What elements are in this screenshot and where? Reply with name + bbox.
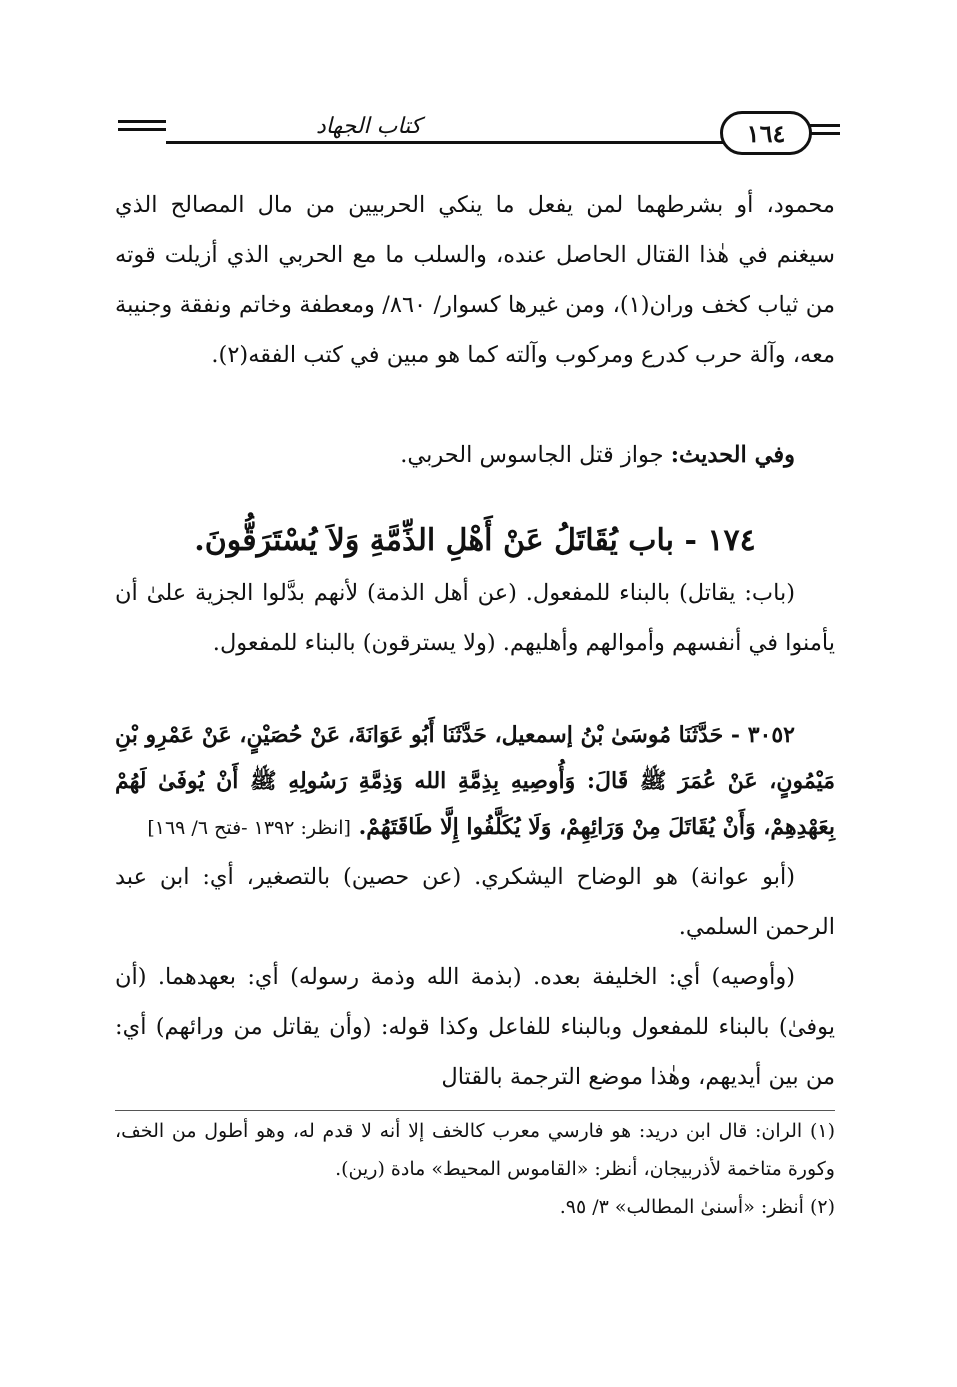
hadith-reference: [انظر: ١٣٩٢ -فتح ٦/ ١٦٩] — [147, 817, 351, 839]
commentary-paragraph — [115, 852, 835, 952]
commentary-text: (باب: يقاتل) بالبناء للمفعول. (عن أهل الذمة) لأنهم بدَّلوا الجزية علىٰ أن يأمنوا في أنفسهم وأموالهم وأهليهم. (ولا يسترقون) بالبناء للمفعول. — [115, 580, 835, 656]
commentary-paragraph — [115, 952, 835, 1102]
hadith-text — [115, 712, 835, 851]
hadith-commentary — [115, 852, 835, 1102]
hadith-lesson-label: وفي الحديث: — [670, 442, 795, 468]
footnote-1: (١) الران: قال ابن دريد: هو فارسي معرب كالخف إلا أنه لا قدم له، وهو أطول من الخف، وكورة متاخمة لأذربيجان، أنظر: «القاموس المحيط» مادة (رين). — [115, 1120, 835, 1180]
hadith-lesson-text: جواز قتل الجاسوس الحربي. — [400, 442, 664, 468]
header-rule — [166, 141, 726, 144]
footnote-divider — [115, 1110, 835, 1111]
page-header — [118, 108, 840, 158]
chapter-commentary — [115, 568, 835, 668]
header-rule — [118, 128, 166, 131]
hadith-lesson — [115, 430, 835, 480]
paragraph-continuation: محمود، أو بشرطهما لمن يفعل ما ينكي الحربيين من مال المصالح الذي سيغنم في هٰذا القتال الحاصل عنده، والسلب ما مع الحربي الذي أزيلت قوته من ثياب كخف وران(١)، ومن غيرها كسوار/ ٨٦٠/ ومعطفة وخاتم ونفقة وجنيبة معه، وآلة حرب كدرع ومركوب وآلته كما هو مبين في كتب الفقه(٢). — [115, 192, 835, 368]
page-number: ١٦٤ — [720, 111, 812, 155]
chapter-heading: ١٧٤ - باب يُقَاتَلُ عَنْ أَهْلِ الذِّمَّةِ وَلاَ يُسْتَرَقُّونَ. — [194, 523, 756, 558]
commentary-paragraph-text: (أبو عوانة) هو الوضاح اليشكري. (عن حصين) بالتصغير، أي: ابن عبد الرحمن السلمي. — [115, 864, 835, 940]
footnotes — [115, 1112, 835, 1226]
running-title: كتاب الجهاد — [308, 114, 429, 139]
commentary-paragraph-text: (وأوصيه) أي: الخليفة بعده. (بذمة الله وذمة رسوله) أي: بعهدهما. (أن يوفىٰ) بالبناء للمفعول وبالبناء للفاعل وكذا قوله: (وأن يقاتل من ورائهم) أي: من بين أيديهم، وهٰذا موضع الترجمة بالقتال — [115, 964, 835, 1090]
header-rule — [118, 120, 166, 123]
footnote-2: (٢) أنظر: «أسنىٰ المطالب» ٣/ ٩٥. — [559, 1196, 835, 1218]
hadith-body: ٣٠٥٢ - حَدَّثَنَا مُوسَىٰ بْنُ إسمعيل، حَدَّثَنَا أَبُو عَوَانَةَ، عَنْ حُصَيْنٍ، عَنْ عَمْرِو بْنِ مَيْمُونٍ، عَنْ عُمَرَ ﷺ قَالَ: وَأُوصِيهِ بِذِمَّةِ الله وَذِمَّةِ رَسُولِهِ ﷺ أَنْ يُوفَىٰ لَهُمْ بِعَهْدِهِمْ، وَأَنْ يُقَاتَلَ مِنْ وَرَائِهِمْ، وَلَا يُكَلَّفُوا إِلَّا طَاقَتَهُمْ. — [115, 722, 835, 840]
